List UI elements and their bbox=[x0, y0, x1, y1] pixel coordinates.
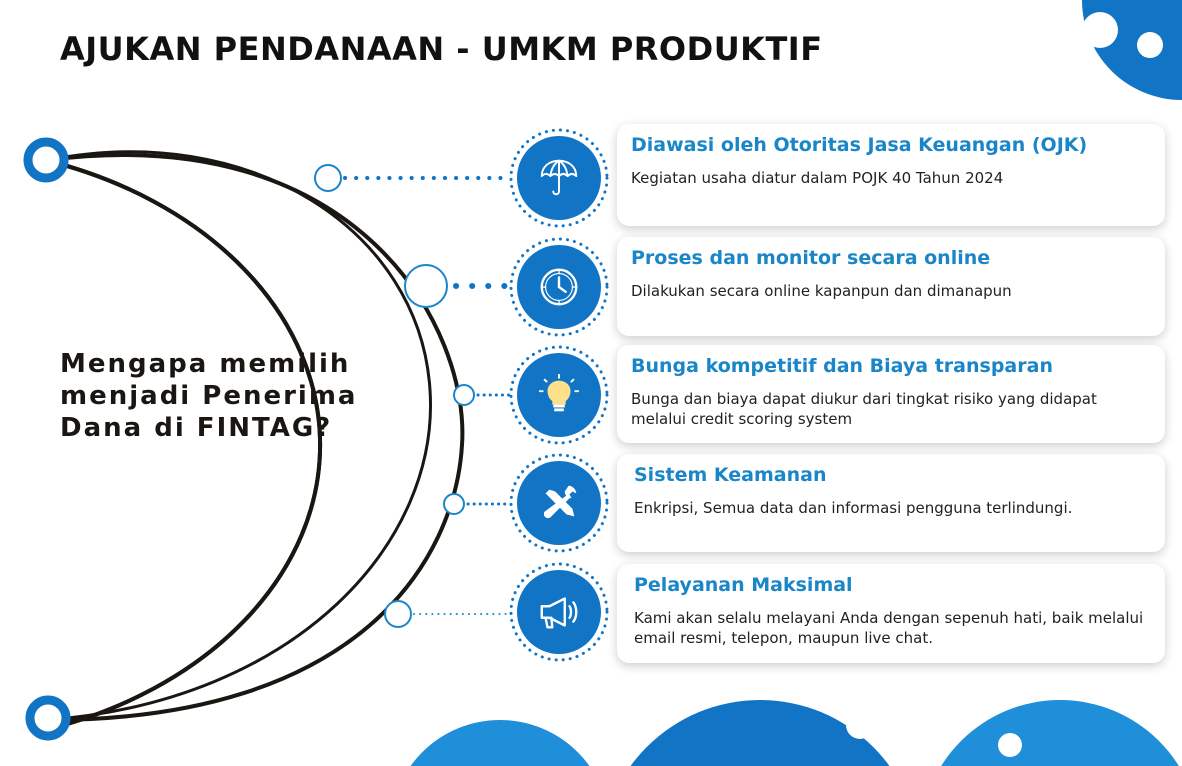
feature-card-security bbox=[617, 454, 1165, 552]
connector-node-4 bbox=[444, 494, 464, 514]
arc-end-ring bbox=[30, 700, 66, 736]
lightbulb-icon bbox=[517, 353, 601, 437]
umbrella-icon bbox=[517, 136, 601, 220]
feature-card-service bbox=[617, 564, 1165, 663]
connector-node-2 bbox=[405, 265, 447, 307]
connector-node-5 bbox=[385, 601, 411, 627]
outer-arc bbox=[45, 160, 320, 730]
bottom-blob-right bbox=[920, 700, 1182, 766]
top-right-blob-notch bbox=[1082, 12, 1118, 48]
feature-desc: Dilakukan secara online kapanpun dan dimanapun bbox=[631, 282, 1012, 300]
feature-card-online bbox=[617, 237, 1165, 336]
inner-arc bbox=[45, 160, 320, 730]
connector-node-3 bbox=[454, 385, 474, 405]
feature-title: Bunga kompetitif dan Biaya transparan bbox=[631, 355, 1053, 377]
megaphone-icon bbox=[517, 570, 601, 654]
feature-card-interest bbox=[617, 345, 1165, 443]
top-right-blob-hole bbox=[1137, 32, 1163, 58]
clock-icon bbox=[517, 245, 601, 329]
connector-node-1 bbox=[315, 165, 341, 191]
feature-desc: Kami akan selalu melayani Anda dengan sepenuh hati, baik melalui email resmi, telepon, maupun live chat. bbox=[634, 609, 1144, 647]
bottom-blob-left bbox=[390, 720, 610, 766]
page-title: AJUKAN PENDANAAN - UMKM PRODUKTIF bbox=[60, 30, 823, 68]
feature-title: Proses dan monitor secara online bbox=[631, 247, 991, 269]
feature-desc: Bunga dan biaya dapat diukur dari tingkat risiko yang didapat melalui credit scoring system bbox=[631, 390, 1097, 428]
feature-desc: Enkripsi, Semua data dan informasi pengguna terlindungi. bbox=[634, 499, 1073, 517]
question-heading: Mengapa memilih menjadi Penerima Dana di FINTAG? bbox=[60, 349, 358, 443]
feature-title: Diawasi oleh Otoritas Jasa Keuangan (OJK) bbox=[631, 134, 1088, 156]
tools-icon bbox=[517, 461, 601, 545]
arc-start-ring bbox=[28, 142, 64, 178]
feature-card-ojk bbox=[617, 124, 1165, 226]
feature-title: Sistem Keamanan bbox=[634, 464, 827, 486]
feature-title: Pelayanan Maksimal bbox=[634, 574, 853, 596]
feature-desc: Kegiatan usaha diatur dalam POJK 40 Tahun 2024 bbox=[631, 169, 1004, 187]
